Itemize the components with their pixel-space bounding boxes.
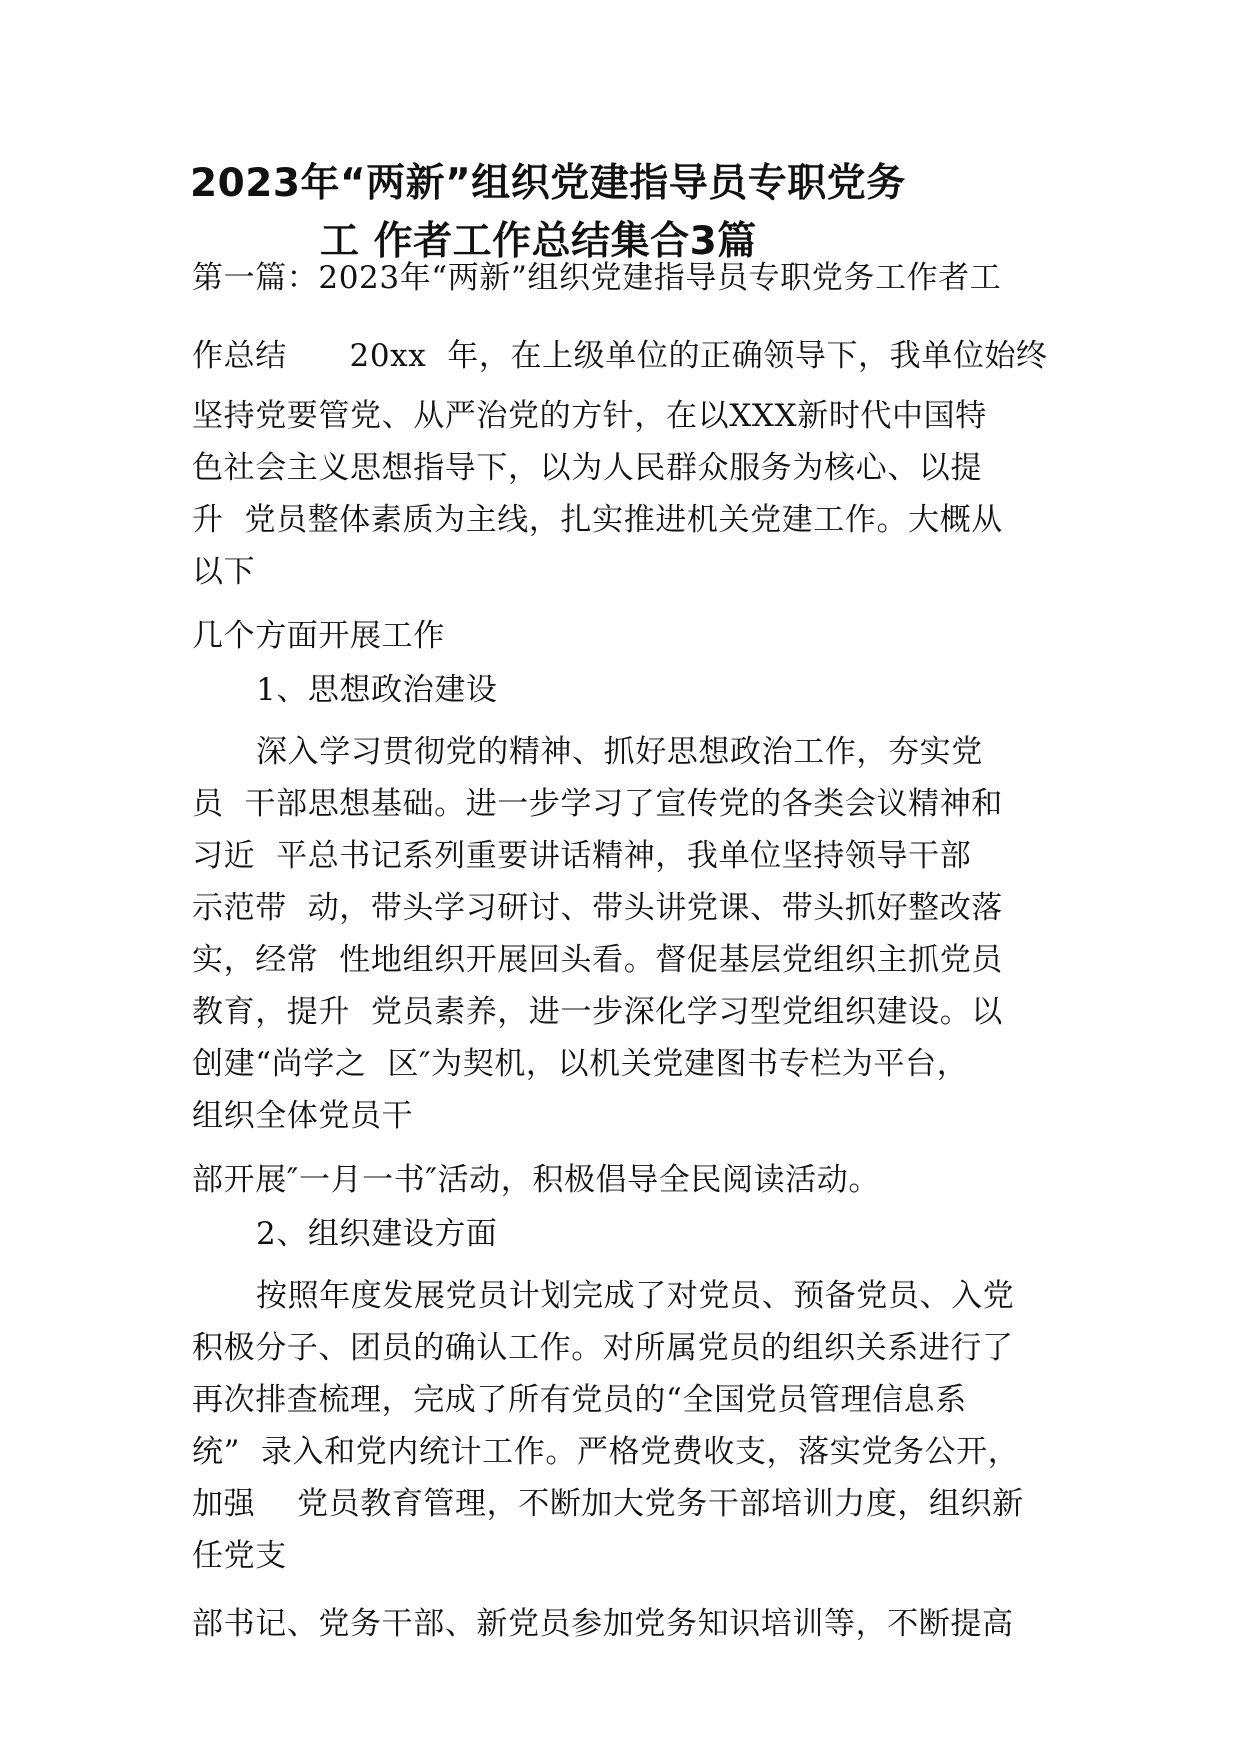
body-line: 积极分子、团员的确认工作。对所属党员的组织关系进行了 [192,1330,1014,1366]
body-line: 组织全体党员干 [192,1098,414,1134]
body-line: 创建“尚学之 区″为契机，以机关党建图书专栏为平台， [192,1046,969,1082]
body-line: 按照年度发展党员计划完成了对党员、预备党员、入党 [256,1278,1015,1314]
body-line: 第一篇：2023年“两新”组织党建指导员专职党务工作者工 [192,260,1002,296]
body-line: 统” 录入和党内统计工作。严格党费收支，落实党务公开， [192,1434,1020,1470]
section-heading: 2、组织建设方面 [256,1216,498,1252]
body-line: 习近 平总书记系列重要讲话精神，我单位坚持领导干部 [192,838,972,874]
document-title-line-1: 2023年“两新”组织党建指导员专职党务 [190,161,906,206]
body-line: 部书记、党务干部、新党员参加党务知识培训等，不断提高 [192,1606,1014,1642]
body-line: 实，经常 性地组织开展回头看。督促基层党组织主抓党员 [192,942,1003,978]
body-line: 坚持党要管党、从严治党的方针，在以XXX新时代中国特 [192,398,987,434]
body-line: 以下 [192,554,256,590]
body-line: 员 干部思想基础。进一步学习了宣传党的各类会议精神和 [192,786,1003,822]
body-line: 作总结 20xx 年，在上级单位的正确领导下，我单位始终 [192,338,1048,374]
body-line: 升 党员整体素质为主线，扎实推进机关党建工作。大概从 [192,502,1003,538]
document-title-line-2: 工 作者工作总结集合3篇 [320,219,757,264]
body-line: 再次排查梳理，完成了所有党员的“全国党员管理信息系 [192,1382,967,1418]
body-line: 教育，提升 党员素养，进一步深化学习型党组织建设。以 [192,994,1003,1030]
section-heading: 1、思想政治建设 [256,672,498,708]
body-line: 任党支 [192,1538,287,1574]
body-line: 部开展″一月一书″活动，积极倡导全民阅读活动。 [192,1162,880,1198]
body-line: 色社会主义思想指导下，以为人民群众服务为核心、以提 [192,450,982,486]
body-line: 深入学习贯彻党的精神、抓好思想政治工作，夯实党 [256,734,983,770]
body-line: 加强 党员教育管理，不断加大党务干部培训力度，组织新 [192,1486,1024,1522]
body-line: 示范带 动，带头学习研讨、带头讲党课、带头抓好整改落 [192,890,1003,926]
body-line: 几个方面开展工作 [192,618,445,654]
